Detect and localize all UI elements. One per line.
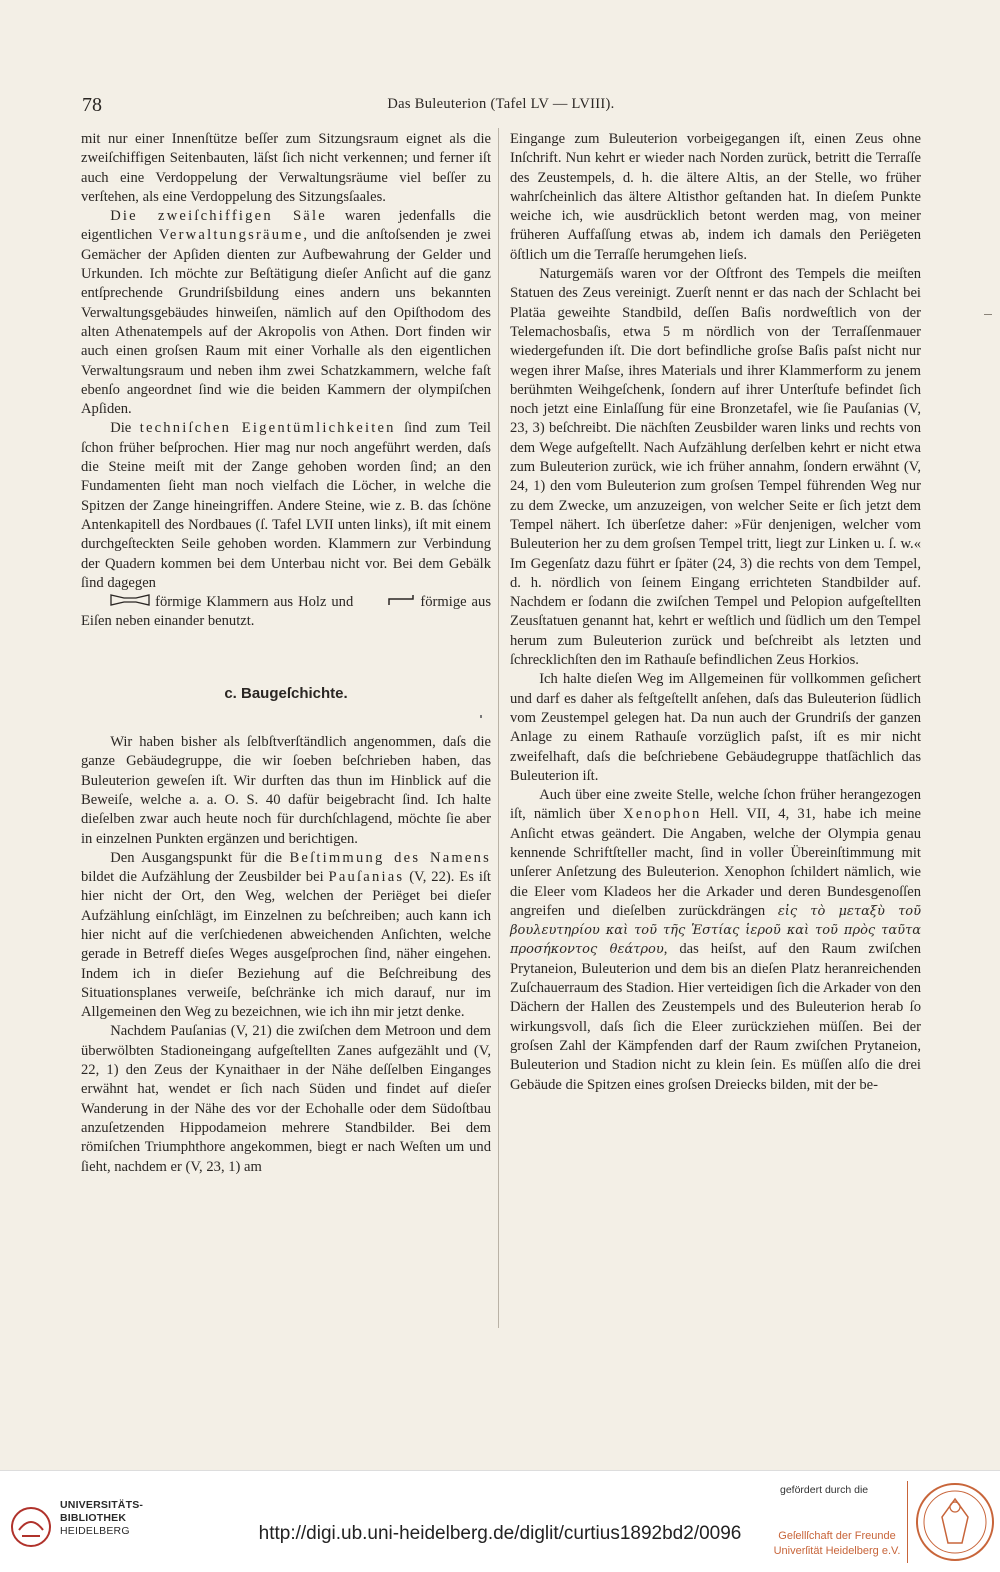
page-number: 78 bbox=[82, 94, 102, 116]
text-run: , und die anſtoſsenden je zwei Gemächer der Apſiden dienten zur Aufbewahrung der Gelder und Urkunden. Ich möchte zur Beſtätigung dieſer Anſicht auf die ganz entſprechende Grundriſsbildung eines andern uns bekannten Verwaltungsgebäudes hinweiſen, nämlich auf den Opiſthodom des alten Athenatempels auf der Akropolis von Athen. Dort finden wir auch einen groſsen Raum mit einer Vorhalle als den eigentlichen Verwaltungsraum und neben ihm zwei Schatzkammern, welche faſt ebenſo angeordnet ſind wie die beiden Kammern der olympiſchen Apſiden. bbox=[81, 227, 491, 418]
library-name-line: BIBLIOTHEK bbox=[60, 1512, 127, 1524]
university-seal-icon bbox=[914, 1477, 996, 1572]
paragraph: Eingange zum Buleuterion vorbeigegangen iſt, einen Zeus ohne Inſchrift. Nun kehrt er wieder nach Norden zurück, betritt die Terraſſe des Zeustempels, d. h. die ältere Altis, an der Stelle, wo früher wahrſcheinlich das ältere Altisthor geſtanden hat. In dieſem Punkte weiche ich, wie ausdrücklich betont werden mag, von meiner früheren Auffaſſung etwas ab, indem ich damals den Periëgeten öſtlich um die Terraſſe herumgehen lieſs. bbox=[510, 131, 921, 263]
text-run: förmige aus Eiſen neben einander benutzt. bbox=[81, 594, 491, 630]
paragraph: Wir haben bisher als ſelbſtverſtändlich angenommen, daſs die ganze Gebäudegruppe, die wir ſoeben beſchrieben haben, das Buleuterion geweſen iſt. Wir durften das thun im Hinblick auf die Beweiſe, welche a. a. O. S. 40 dafür beigebracht ſind. Ich halte dieſelben zwar auch heute noch für durchſchlagend, möchte ſie aber in einzelnen Punkten ergänzen und berichtigen. bbox=[81, 734, 491, 847]
page-header bbox=[82, 94, 920, 118]
spaced-term: Die zweiſchiffigen Säle bbox=[110, 208, 327, 225]
text-run: Den Ausgangspunkt für die bbox=[110, 849, 290, 866]
greek-quotation: εἰς τὸ μεταξὺ τοῦ βουλευτηρίου καὶ τοῦ τῆς Ἑστίας ἱεροῦ καὶ τοῦ πρὸς ταῦτα προσήκοντος θεάτρου bbox=[510, 903, 921, 958]
bracket-clamp-icon bbox=[358, 593, 415, 612]
column-divider bbox=[498, 128, 499, 1328]
text-run: waren jedenfalls die eigentlichen bbox=[81, 208, 492, 244]
text-run: förmige Klammern aus Holz und bbox=[150, 594, 359, 611]
dovetail-clamp-icon bbox=[81, 593, 150, 612]
society-name-line: Univerſität Heidelberg e.V. bbox=[773, 1545, 901, 1557]
paragraph: Nachdem Pauſanias (V, 21) die zwiſchen dem Metroon und dem überwölbten Stadioneingang aufgeſtellten Zanes aufgezählt und (V, 22, 1) den Zeus der Kynaithaer in der Nähe deſſelben Einganges erwähnt hat, wendet er ſich nach Süden und findet auf dieſer Wanderung in der Nähe des vor der Echohalle oder dem Südoſtbau anzuſetzenden Hippodameion mehrere Standbilder. Bei dem römiſchen Triumphthore angekommen, biegt er nach Weſten um und ſieht, nachdem er (V, 23, 1) am bbox=[81, 1023, 491, 1175]
paragraph: mit nur einer Innenſtütze beſſer zum Sitzungsraum eignet als die zweiſchiffigen Seitenbauten, läſst ſich nicht verkennen; und ferner iſt auch eine Verdoppelung der Verwaltungsräume viel beſſer zu verſtehen, als eine Verdoppelung des Sitzungsſaales. bbox=[81, 131, 491, 205]
text-run: Die bbox=[110, 420, 140, 437]
library-name-line: UNIVERSITÄTS- bbox=[60, 1499, 144, 1511]
left-column bbox=[81, 130, 491, 1177]
library-name-line: HEIDELBERG bbox=[60, 1525, 130, 1537]
spaced-term: Verwaltungsräume bbox=[158, 227, 304, 244]
spaced-term: techniſchen Eigentümlichkeiten bbox=[139, 420, 396, 437]
paragraph bbox=[81, 849, 491, 1023]
funded-by-label: gefördert durch die bbox=[780, 1484, 869, 1496]
spaced-term: Xenophon bbox=[623, 806, 702, 823]
text-run: , das heiſst, auf den Raum zwiſchen Prytaneion, Buleuterion und dem bis an dieſen Platz heranreichenden Zuſchauerraum des Stadion. Hier verteidigen ſich die Arkader von den Dächern der Hallen des Zeustempels und des Buleuterion herab ſo wirkungsvoll, daſs ſich die Eleer zurückziehen müſſen. Bei der groſsen Zahl der Kämpfenden darf der Raum zwiſchen Prytaneion, Buleuterion und Stadion nicht zu klein ſein. Es müſſen alſo die drei Gebäude die Spitzen eines groſsen Dreiecks bilden, mit der be- bbox=[510, 941, 921, 1093]
text-run: bildet die Aufzählung der Zeusbilder bei bbox=[81, 869, 329, 886]
paragraph bbox=[510, 786, 921, 1095]
footer-bar bbox=[0, 1470, 1000, 1572]
right-column bbox=[510, 130, 921, 1095]
footer-divider bbox=[907, 1481, 908, 1563]
margin-mark bbox=[984, 314, 992, 315]
paragraph bbox=[81, 419, 491, 631]
paragraph: Ich halte dieſen Weg im Allgemeinen für vollkommen geſichert und darf es daher als feſtgeſtellt anſehen, daſs das Buleuterion ſüdlich vom Zeustempel gelegen hat. Da nun auch der Grundriſs der ganzen Anlage zu einem Rathauſe vorzüglich paſst, iſt es mir nicht zweifelhaft, daſs die beſchriebene Gebäudegruppe thatſächlich das Buleuterion iſt. bbox=[510, 671, 921, 784]
text-run: ſind zum Teil ſchon früher beſprochen. Hier mag nur noch angeführt werden, daſs die Steine meiſt mit der Zange gehoben worden ſind; an den Fundamenten ſieht man noch vielfach die Löcher, in welche die Spitzen der Zange hineingriffen. Andere Steine, wie z. B. das ſchöne Antenkapitell des Nordbaues (ſ. Tafel LVII unten links), iſt mit einem durchgeſteckten Seile gehoben worden. Klammern zur Verbindung der Quadern kommen bei dem Unterbau nicht vor. Bei dem Gebälk ſind dagegen bbox=[81, 420, 491, 591]
paragraph: Naturgemäſs waren vor der Oſtfront des Tempels die meiſten Statuen des Zeus vereinigt. Zuerſt nennt er das nach der Schlacht bei Platäa geweihte Standbild, deſſen Baſis nordweſtlich von der Telemachosbaſis, etwa 5 m nördlich von der Terraſſenmauer wiedergefunden iſt. Die dort befindliche groſse Baſis paſst nicht nur wegen ihrer Maſse, ihres Materials und ihrer Klammerform zu jenem berühmten Weihgeſchenk, ſondern auf ihrer Unterſtufe befindet ſich noch jetzt eine Einlaſſung für eine Bronzetafel, wie ſie Pauſanias (V, 23, 3) beſchreibt. Die nächſten Zeusbilder waren links und rechts von dem Wege aufgeſtellt. Nach Aufzählung derſelben kehrt er nicht etwa zum Buleuterion zurück, wie ich früher annahm, ſondern erwähnt (V, 24, 1) den vom Buleuterion zum groſsen Tempel führenden Weg nur zu dem Zwecke, um anzuzeigen, von welcher Seite er ſich jetzt dem Tempel nähert. Ich überſetze daher: »Für denjenigen, welcher vom Buleuterion her zu dem groſsen Tempel tritt, liegt zur Linken u. ſ. w.« Im Gegenſatz dazu führt er ſpäter (24, 3) die rechts von dem Tempel, d. h. nördlich von ſeinem Eingang errichteten Standbilder auf. Nachdem er ſodann die zwiſchen Tempel und Pelopion aufgeſtellten Zeusſtatuen genannt hat, kehrt er weſtlich und ſüdlich um den Tempel herum zum Buleuterion zurück und beſchreibt als letzten und ſchrecklichſten den im Rathauſe befindlichen Zeus Horkios. bbox=[510, 266, 921, 669]
society-name bbox=[772, 1529, 902, 1559]
section-heading: c. Baugeſchichte. bbox=[224, 684, 348, 702]
text-run: Hell. VII, 4, 31, habe ich meine Anſicht etwas geändert. Die Angaben, welche der Olympia genau kennende Schriftſteller macht, ſind in voller Übereinſtimmung mit unſerer Anſetzung des Buleuterion. Xenophon ſchildert nämlich, wie die Eleer vom Kladeos her die Arkader und deren Bundesgenoſſen angreifen und dieſelben zurückdrängen bbox=[510, 806, 921, 919]
permalink-url[interactable]: http://digi.ub.uni-heidelberg.de/diglit/curtius1892bd2/0096 bbox=[258, 1523, 742, 1544]
text-run: Auch über eine zweite Stelle, welche ſchon früher herangezogen iſt, nämlich über bbox=[510, 787, 921, 823]
paragraph bbox=[81, 207, 491, 419]
running-title: Das Buleuterion (Tafel LV — LVIII). bbox=[387, 96, 615, 112]
spaced-term: Pauſanias bbox=[328, 869, 405, 886]
spaced-term: Beſtimmung des Namens bbox=[289, 849, 491, 866]
society-name-line: Geſellſchaft der Freunde bbox=[778, 1530, 896, 1542]
text-run: (V, 22). Es iſt hier nicht der Ort, den Weg, welchen der Periëget bei dieſer Aufzählung einſchlägt, im Einzelnen zu beſchreiben; auch kann ich hier nicht auf die verſchiedenen abweichenden Anſichten, welche gerade in Betreff dieſes Weges ausgeſprochen ſind, näher eingehen. Indem ich in dieſer Beziehung auf die Beſchreibung des Situationsplanes verweiſe, beſchränke ich mich darauf, nur im Allgemeinen den Weg zu bezeichnen, wie ich ihn mir jetzt denke. bbox=[81, 869, 491, 1021]
